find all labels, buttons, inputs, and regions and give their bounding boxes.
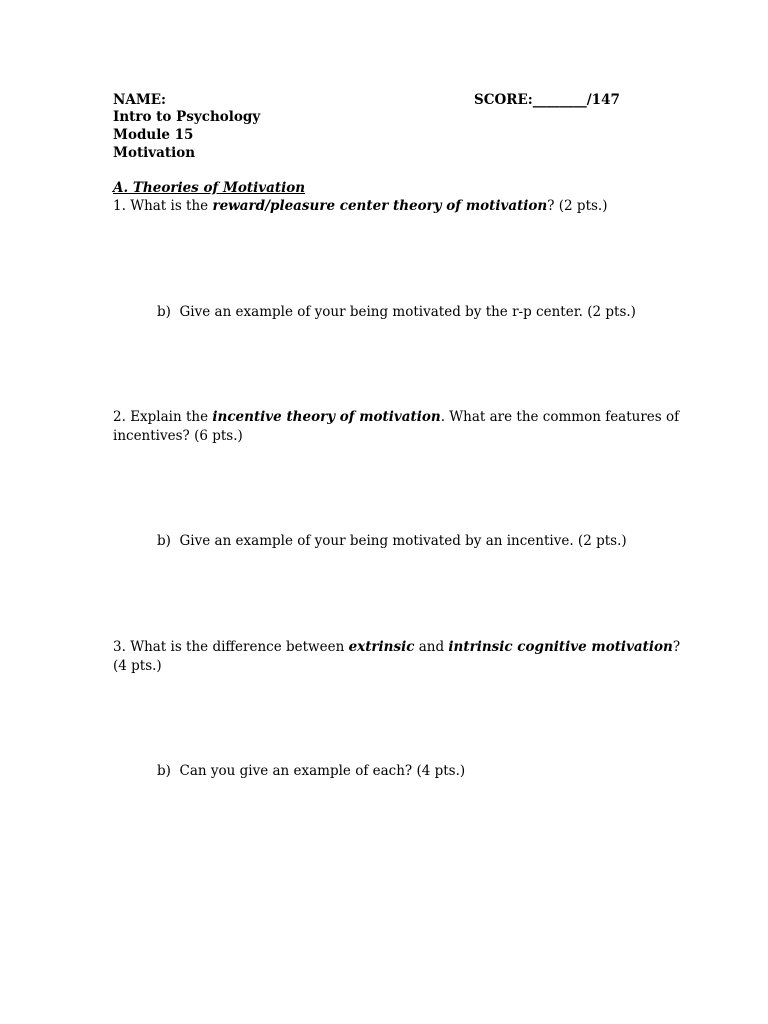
question-3b-letter: b): [157, 763, 171, 779]
question-3-number: 3.: [113, 639, 126, 655]
question-3-middle: and: [414, 639, 449, 655]
question-3b: [157, 762, 465, 780]
question-1: [113, 197, 607, 215]
name-label: NAME:: [113, 92, 167, 108]
question-2b: [157, 532, 627, 550]
question-1b-letter: b): [157, 304, 171, 320]
question-2-term: incentive theory of motivation: [212, 409, 441, 425]
question-1b: [157, 303, 636, 321]
question-2b-text: Give an example of your being motivated by an incentive. (2 pts.): [179, 533, 627, 549]
question-2-suffix-line1: . What are the common features of: [440, 409, 680, 425]
question-3b-text: Can you give an example of each? (4 pts.): [179, 763, 466, 779]
module-title: Module 15: [113, 127, 194, 143]
question-3: [113, 638, 680, 656]
question-1-prefix: What is the: [130, 198, 213, 214]
score-line: [474, 91, 620, 109]
question-3-line2: (4 pts.): [113, 658, 162, 674]
score-label: SCORE:: [474, 92, 533, 108]
question-3-prefix: What is the difference between: [130, 639, 349, 655]
score-blank: ________: [532, 92, 587, 108]
question-2-number: 2.: [113, 409, 126, 425]
question-2: [113, 408, 679, 426]
question-3-suffix-line1: ?: [672, 639, 681, 655]
question-2-line2: incentives? (6 pts.): [113, 428, 243, 444]
question-2b-letter: b): [157, 533, 171, 549]
topic-title: Motivation: [113, 145, 196, 161]
question-3-term1: extrinsic: [348, 639, 415, 655]
question-1-term: reward/pleasure center theory of motivation: [212, 198, 548, 214]
question-1-number: 1.: [113, 198, 126, 214]
question-2-prefix: Explain the: [130, 409, 213, 425]
score-total: /147: [586, 92, 620, 108]
question-3-term2: intrinsic cognitive motivation: [448, 639, 673, 655]
section-a-heading: A. Theories of Motivation: [113, 180, 306, 196]
course-title: Intro to Psychology: [113, 109, 261, 125]
question-1b-text: Give an example of your being motivated by the r-p center. (2 pts.): [179, 304, 636, 320]
question-1-suffix: ? (2 pts.): [547, 198, 608, 214]
